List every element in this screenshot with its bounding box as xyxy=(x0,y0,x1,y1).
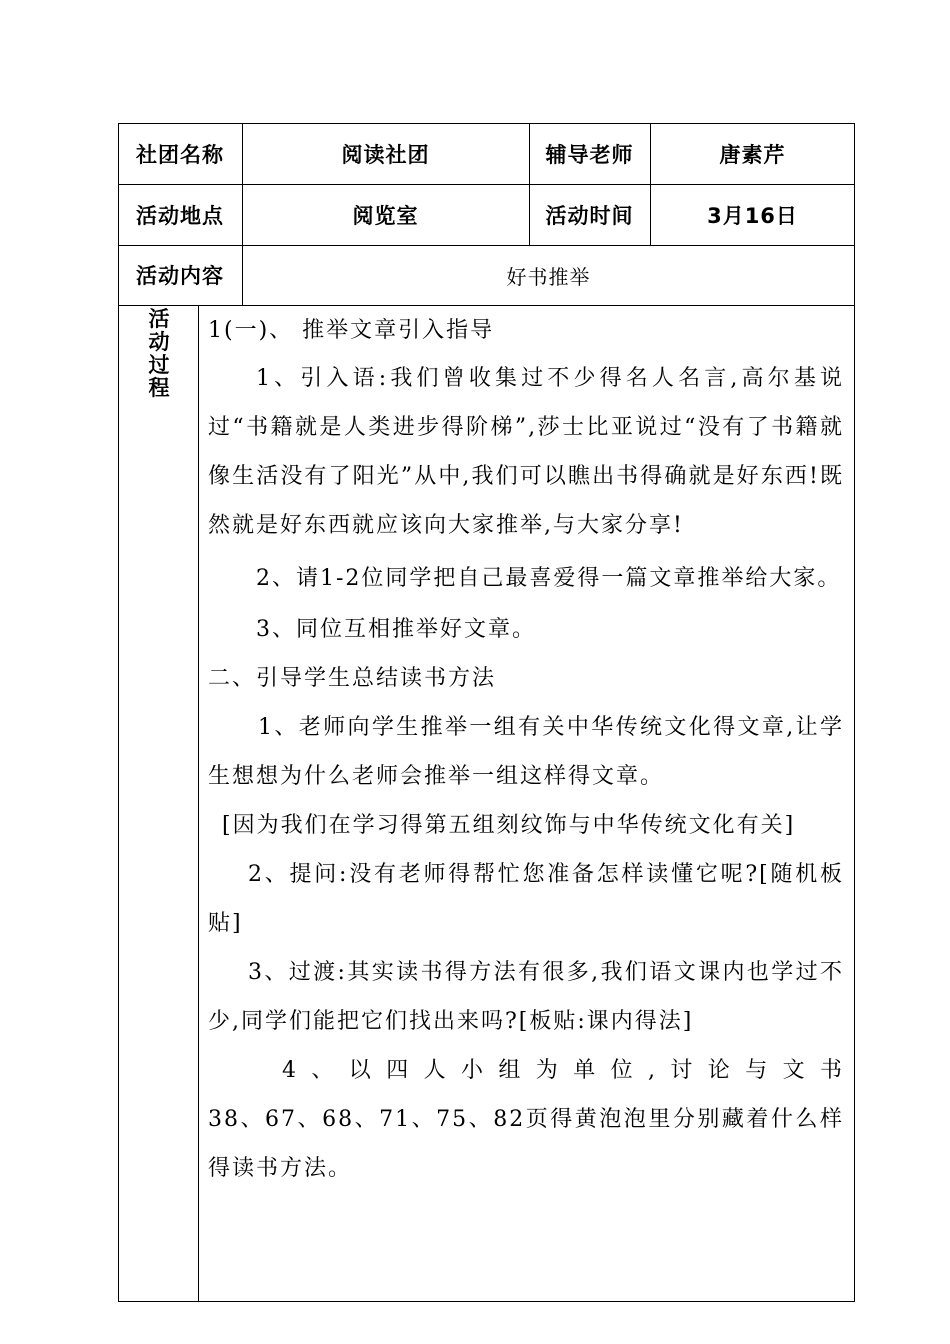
col-divider-process xyxy=(198,305,199,1302)
paragraph-recommend: 2、请1-2位同学把自己最喜爱得一篇文章推举给大家。 xyxy=(256,566,842,591)
process-label-char: 动 xyxy=(148,330,170,354)
club-name-label: 社团名称 xyxy=(136,142,224,167)
process-label xyxy=(120,308,198,400)
paragraph-question: 2、提问:没有老师得帮忙您准备怎样读懂它呢?[随机板贴] xyxy=(208,862,844,936)
paragraph-intro: 1、引入语:我们曾收集过不少得名人名言,高尔基说过“书籍就是人类进步得阶梯”,莎士比亚说过“没有了书籍就像生活没有了阳光”从中,我们可以瞧出书得确就是好东西!既然就是好东西就应该向大家推举,与大家分享! xyxy=(208,366,844,538)
paragraph-teacher-recommend: 1、老师向学生推举一组有关中华传统文化得文章,让学生想想为什么老师会推举一组这样得文章。 xyxy=(208,715,844,789)
paragraph-reason: [因为我们在学习得第五组刻纹饰与中华传统文化有关] xyxy=(222,813,796,838)
paragraph-intro-heading: 1(一)、 推举文章引入指导 xyxy=(208,318,495,343)
time-label: 活动时间 xyxy=(545,203,634,228)
location-value: 阅览室 xyxy=(352,203,419,228)
paragraph-section-two: 二、引导学生总结读书方法 xyxy=(208,666,497,691)
teacher-value: 唐素芹 xyxy=(719,142,786,167)
content-label: 活动内容 xyxy=(136,264,224,288)
paragraph-transition: 3、过渡:其实读书得方法有很多,我们语文课内也学过不少,同学们能把它们找出来吗?[板贴:课内得法] xyxy=(208,960,844,1034)
process-label-char: 过 xyxy=(148,353,170,377)
paragraph-group-line2: 38、67、68、71、75、82页得黄泡泡里分别藏着什么样得读书方法。 xyxy=(208,1107,844,1181)
process-label-char: 程 xyxy=(148,376,170,400)
paragraph-group-line1: 4、以四人小组为单位,讨论与文书 xyxy=(282,1058,844,1083)
time-value: 3月16日 xyxy=(707,203,798,228)
content-value: 好书推举 xyxy=(506,264,591,289)
club-name-value: 阅读社团 xyxy=(341,142,430,167)
location-label: 活动地点 xyxy=(136,203,224,228)
process-label-char: 活 xyxy=(148,307,170,331)
teacher-label: 辅导老师 xyxy=(545,142,634,167)
row-divider-3 xyxy=(118,305,855,306)
process-content xyxy=(208,308,844,1193)
paragraph-peer: 3、同位互相推举好文章。 xyxy=(256,617,536,642)
